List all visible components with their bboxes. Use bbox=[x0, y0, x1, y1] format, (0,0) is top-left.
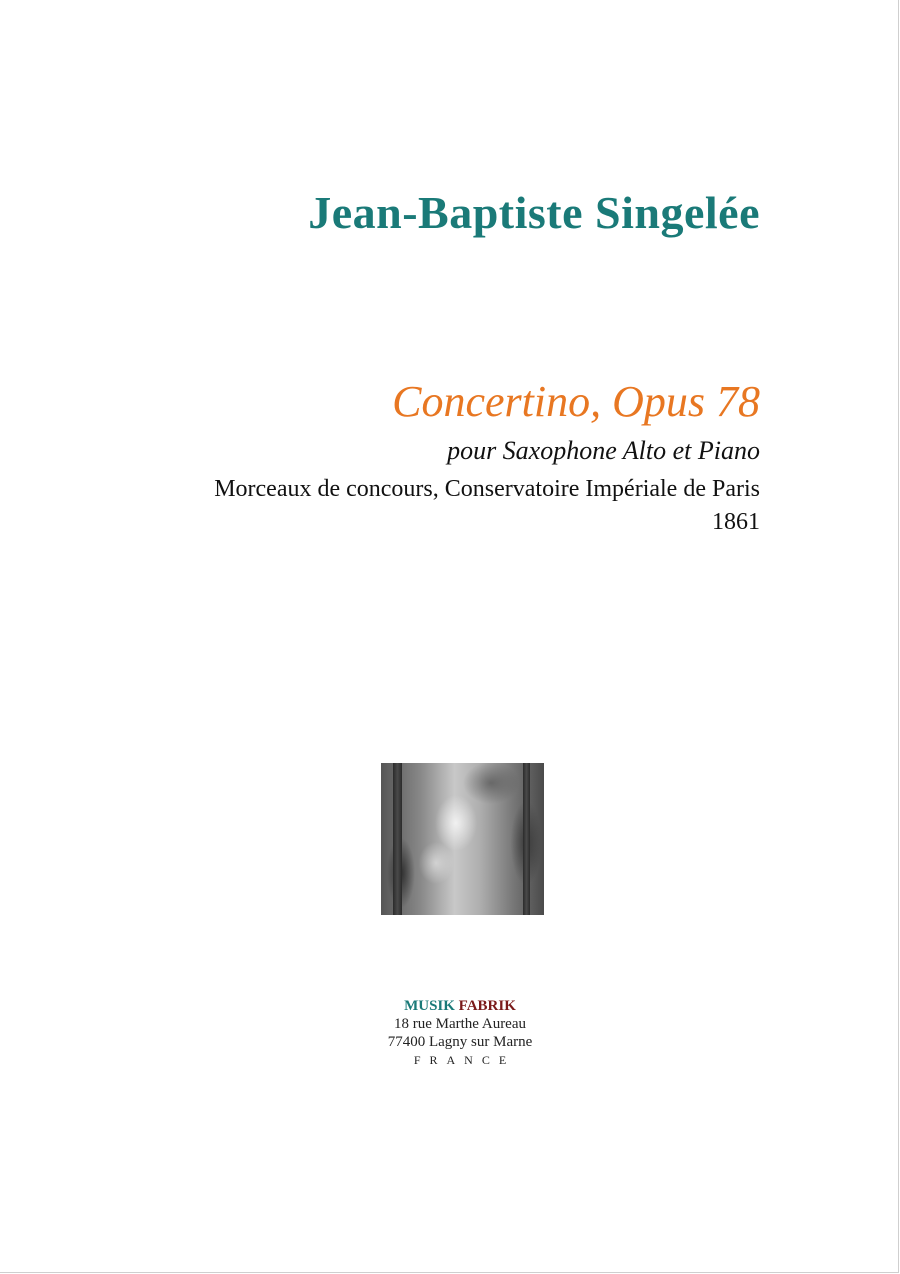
composer-name: Jean-Baptiste Singelée bbox=[308, 187, 760, 238]
year: 1861 bbox=[712, 509, 760, 535]
publisher-name-part2: FABRIK bbox=[458, 998, 516, 1014]
tree-trunk bbox=[393, 763, 402, 915]
publisher-country: FRANCE bbox=[413, 1053, 516, 1067]
publisher-address-line1: 18 rue Marthe Aureau bbox=[393, 1016, 527, 1032]
publisher-address-line2: 77400 Lagny sur Marne bbox=[387, 1034, 533, 1050]
tree-trunk bbox=[523, 763, 530, 915]
instrumentation-subtitle: pour Saxophone Alto et Piano bbox=[447, 436, 760, 465]
work-title: Concertino, Opus 78 bbox=[392, 377, 760, 426]
occasion-line: Morceaux de concours, Conservatoire Impériale de Paris bbox=[214, 476, 760, 502]
forest-photo bbox=[381, 763, 544, 915]
publisher-name bbox=[0, 997, 900, 1015]
publisher-name-part1: MUSIK bbox=[404, 998, 455, 1014]
publisher-block bbox=[0, 997, 900, 1069]
